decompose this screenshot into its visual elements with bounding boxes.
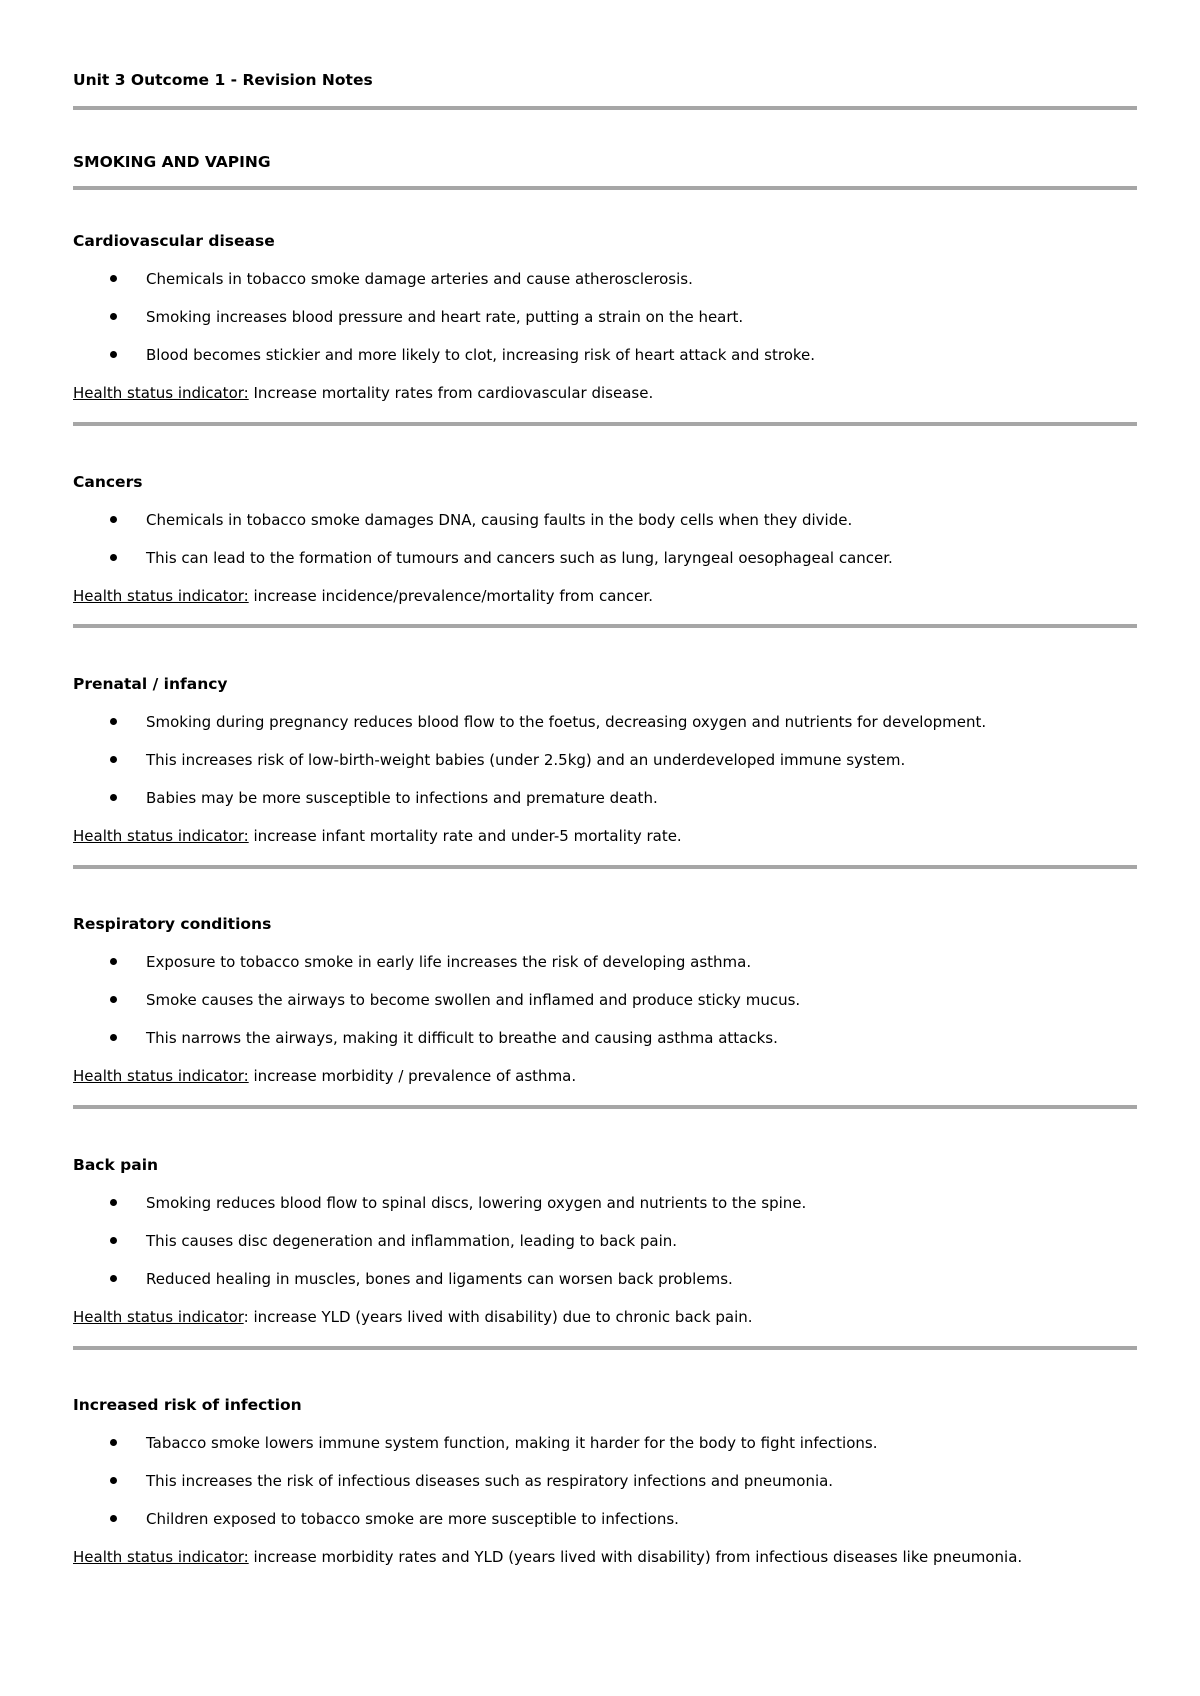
bullet-item (73, 1433, 1137, 1453)
section-heading: Increased risk of infection (73, 1396, 302, 1414)
bullet-text: Children exposed to tobacco smoke are more susceptible to infections. (146, 1510, 679, 1528)
bullet-text: Exposure to tobacco smoke in early life increases the risk of developing asthma. (146, 953, 752, 971)
health-status-indicator (73, 383, 1137, 403)
bullet-item (73, 1231, 1137, 1251)
bullet-text: This increases risk of low-birth-weight babies (under 2.5kg) and an underdeveloped immune system. (146, 751, 906, 769)
divider (73, 106, 1137, 110)
bullet-icon (110, 351, 117, 358)
bullet-item (73, 712, 1137, 732)
section-prenatal-infancy (73, 674, 1137, 861)
bullet-item (73, 269, 1137, 289)
bullet-icon (110, 958, 117, 965)
bullet-list (73, 712, 1137, 808)
bullet-text: Chemicals in tobacco smoke damages DNA, causing faults in the body cells when they divide. (146, 511, 853, 529)
bullet-text: This increases the risk of infectious diseases such as respiratory infections and pneumonia. (146, 1472, 834, 1490)
bullet-text: Smoke causes the airways to become swollen and inflamed and produce sticky mucus. (146, 991, 801, 1009)
bullet-icon (110, 1515, 117, 1522)
health-status-indicator (73, 1307, 1137, 1327)
bullet-item (73, 750, 1137, 770)
bullet-icon (110, 718, 117, 725)
section-heading: Prenatal / infancy (73, 675, 228, 693)
health-status-indicator (73, 586, 1137, 606)
bullet-text: Blood becomes stickier and more likely to clot, increasing risk of heart attack and stroke. (146, 346, 816, 364)
health-status-indicator (73, 1547, 1137, 1567)
section-heading: Cardiovascular disease (73, 232, 275, 250)
topic-title: SMOKING AND VAPING (73, 153, 271, 171)
bullet-icon (110, 275, 117, 282)
bullet-icon (110, 1275, 117, 1282)
bullet-list (73, 269, 1137, 365)
document-title: Unit 3 Outcome 1 - Revision Notes (73, 71, 373, 89)
section-cancers (73, 472, 1137, 621)
section-back-pain (73, 1155, 1137, 1342)
divider (73, 422, 1137, 426)
bullet-list (73, 510, 1137, 568)
indicator-label: Health status indicator (73, 1308, 244, 1326)
indicator-text: increase infant mortality rate and under-5 mortality rate. (248, 827, 682, 845)
bullet-icon (110, 1237, 117, 1244)
bullet-icon (110, 1199, 117, 1206)
section-heading: Back pain (73, 1156, 159, 1174)
indicator-text: increase morbidity / prevalence of asthma. (248, 1067, 577, 1085)
bullet-item (73, 510, 1137, 530)
indicator-label: Health status indicator: (73, 827, 249, 845)
bullet-item (73, 1193, 1137, 1213)
section-respiratory-conditions (73, 914, 1137, 1101)
section-cardiovascular-disease (73, 231, 1137, 418)
indicator-text: : increase YLD (years lived with disability) due to chronic back pain. (243, 1308, 753, 1326)
bullet-item (73, 1269, 1137, 1289)
bullet-item (73, 788, 1137, 808)
bullet-icon (110, 554, 117, 561)
bullet-icon (110, 516, 117, 523)
indicator-text: Increase mortality rates from cardiovascular disease. (248, 384, 654, 402)
indicator-label: Health status indicator: (73, 384, 249, 402)
bullet-item (73, 548, 1137, 568)
bullet-text: Tabacco smoke lowers immune system function, making it harder for the body to fight infections. (146, 1434, 878, 1452)
bullet-item (73, 990, 1137, 1010)
bullet-icon (110, 756, 117, 763)
bullet-icon (110, 1439, 117, 1446)
bullet-text: This causes disc degeneration and inflammation, leading to back pain. (146, 1232, 678, 1250)
health-status-indicator (73, 1066, 1137, 1086)
indicator-text: increase incidence/prevalence/mortality from cancer. (248, 587, 653, 605)
bullet-text: Smoking increases blood pressure and heart rate, putting a strain on the heart. (146, 308, 744, 326)
section-increased-risk-of-infection (73, 1395, 1137, 1582)
bullet-text: This can lead to the formation of tumours and cancers such as lung, laryngeal oesophageal cancer. (146, 549, 893, 567)
bullet-text: Smoking reduces blood flow to spinal discs, lowering oxygen and nutrients to the spine. (146, 1194, 807, 1212)
bullet-text: Smoking during pregnancy reduces blood flow to the foetus, decreasing oxygen and nutrients for development. (146, 713, 987, 731)
bullet-text: Chemicals in tobacco smoke damage arteries and cause atherosclerosis. (146, 270, 693, 288)
bullet-text: Babies may be more susceptible to infections and premature death. (146, 789, 658, 807)
section-heading: Cancers (73, 473, 143, 491)
bullet-list (73, 1433, 1137, 1529)
bullet-item (73, 952, 1137, 972)
bullet-icon (110, 1477, 117, 1484)
bullet-text: Reduced healing in muscles, bones and ligaments can worsen back problems. (146, 1270, 733, 1288)
indicator-label: Health status indicator: (73, 1548, 249, 1566)
section-heading: Respiratory conditions (73, 915, 272, 933)
bullet-icon (110, 996, 117, 1003)
bullet-item (73, 307, 1137, 327)
bullet-text: This narrows the airways, making it difficult to breathe and causing asthma attacks. (146, 1029, 778, 1047)
divider (73, 186, 1137, 190)
bullet-item (73, 1509, 1137, 1529)
indicator-text: increase morbidity rates and YLD (years lived with disability) from infectious diseases like pneumonia. (248, 1548, 1023, 1566)
indicator-label: Health status indicator: (73, 1067, 249, 1085)
divider (73, 624, 1137, 628)
divider (73, 1105, 1137, 1109)
bullet-icon (110, 313, 117, 320)
bullet-list (73, 952, 1137, 1048)
bullet-icon (110, 794, 117, 801)
divider (73, 865, 1137, 869)
bullet-list (73, 1193, 1137, 1289)
bullet-item (73, 1028, 1137, 1048)
bullet-icon (110, 1034, 117, 1041)
indicator-label: Health status indicator: (73, 587, 249, 605)
bullet-item (73, 1471, 1137, 1491)
bullet-item (73, 345, 1137, 365)
health-status-indicator (73, 826, 1137, 846)
divider (73, 1346, 1137, 1350)
